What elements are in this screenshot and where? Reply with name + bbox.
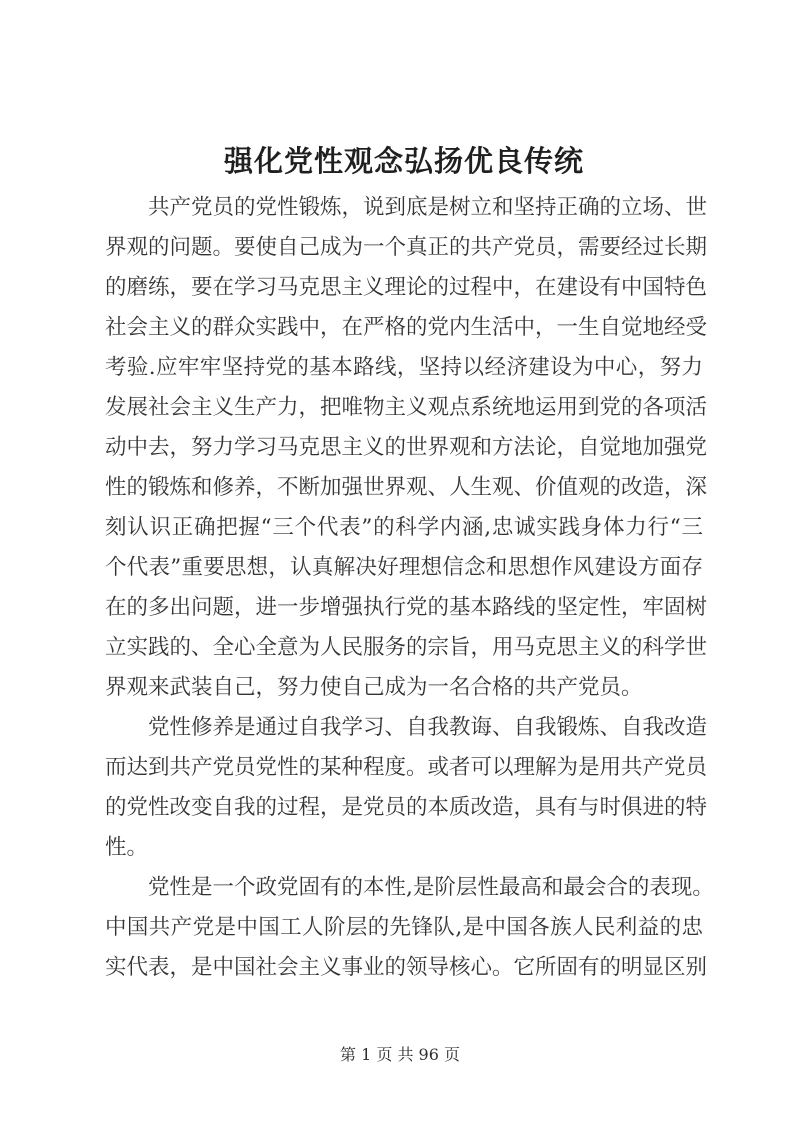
text-line: 发展社会主义生产力，把唯物主义观点系统地运用到党的各项活 [105,395,708,420]
text-line: 的磨练，要在学习马克思主义理论的过程中，在建设有中国特色 [105,275,708,300]
text-line: 的党性改变自我的过程，是党员的本质改造，具有与时俱进的特 [105,795,708,820]
text-line: 界观的问题。要使自己成为一个真正的共产党员，需要经过长期 [105,235,708,260]
text-line: 性的锻炼和修养，不断加强世界观、人生观、价值观的改造，深 [105,475,708,500]
text-line: 实代表，是中国社会主义事业的领导核心。它所固有的明显区别 [105,955,708,980]
text-line: 党性是一个政党固有的本性,是阶层性最高和最会合的表现。 [148,875,714,900]
text-line: 动中去，努力学习马克思主义的世界观和方法论，自觉地加强党 [105,435,708,460]
text-line: 立实践的、全心全意为人民服务的宗旨，用马克思主义的科学世 [105,635,708,660]
page-footer [0,1045,800,1065]
text-line: 界观来武装自己，努力使自己成为一名合格的共产党员。 [105,675,643,700]
text-line: 个代表”重要思想，认真解决好理想信念和思想作风建设方面存 [105,555,703,580]
document-title: 强化党性观念弘扬优良传统 [223,144,584,178]
document-body [105,188,714,988]
text-line: 党性修养是通过自我学习、自我教诲、自我锻炼、自我改造 [148,715,708,740]
text-line: 社会主义的群众实践中，在严格的党内生活中，一生自觉地经受 [105,315,708,340]
text-line: 刻认识正确把握“三个代表”的科学内涵,忠诚实践身体力行“三 [105,515,703,540]
document-content [105,138,714,988]
page-number-label: 第 1 页 共 96 页 [340,1045,460,1064]
text-line: 性。 [105,835,149,860]
text-line: 而达到共产党员党性的某种程度。或者可以理解为是用共产党员 [105,755,708,780]
text-line: 在的多出问题，进一步增强执行党的基本路线的坚定性，牢固树 [105,595,708,620]
text-line: 考验.应牢牢坚持党的基本路线，坚持以经济建设为中心，努力 [105,355,703,380]
text-line: 共产党员的党性锻炼，说到底是树立和坚持正确的立场、世 [148,195,708,220]
text-line: 中国共产党是中国工人阶层的先锋队,是中国各族人民利益的忠 [105,915,703,940]
